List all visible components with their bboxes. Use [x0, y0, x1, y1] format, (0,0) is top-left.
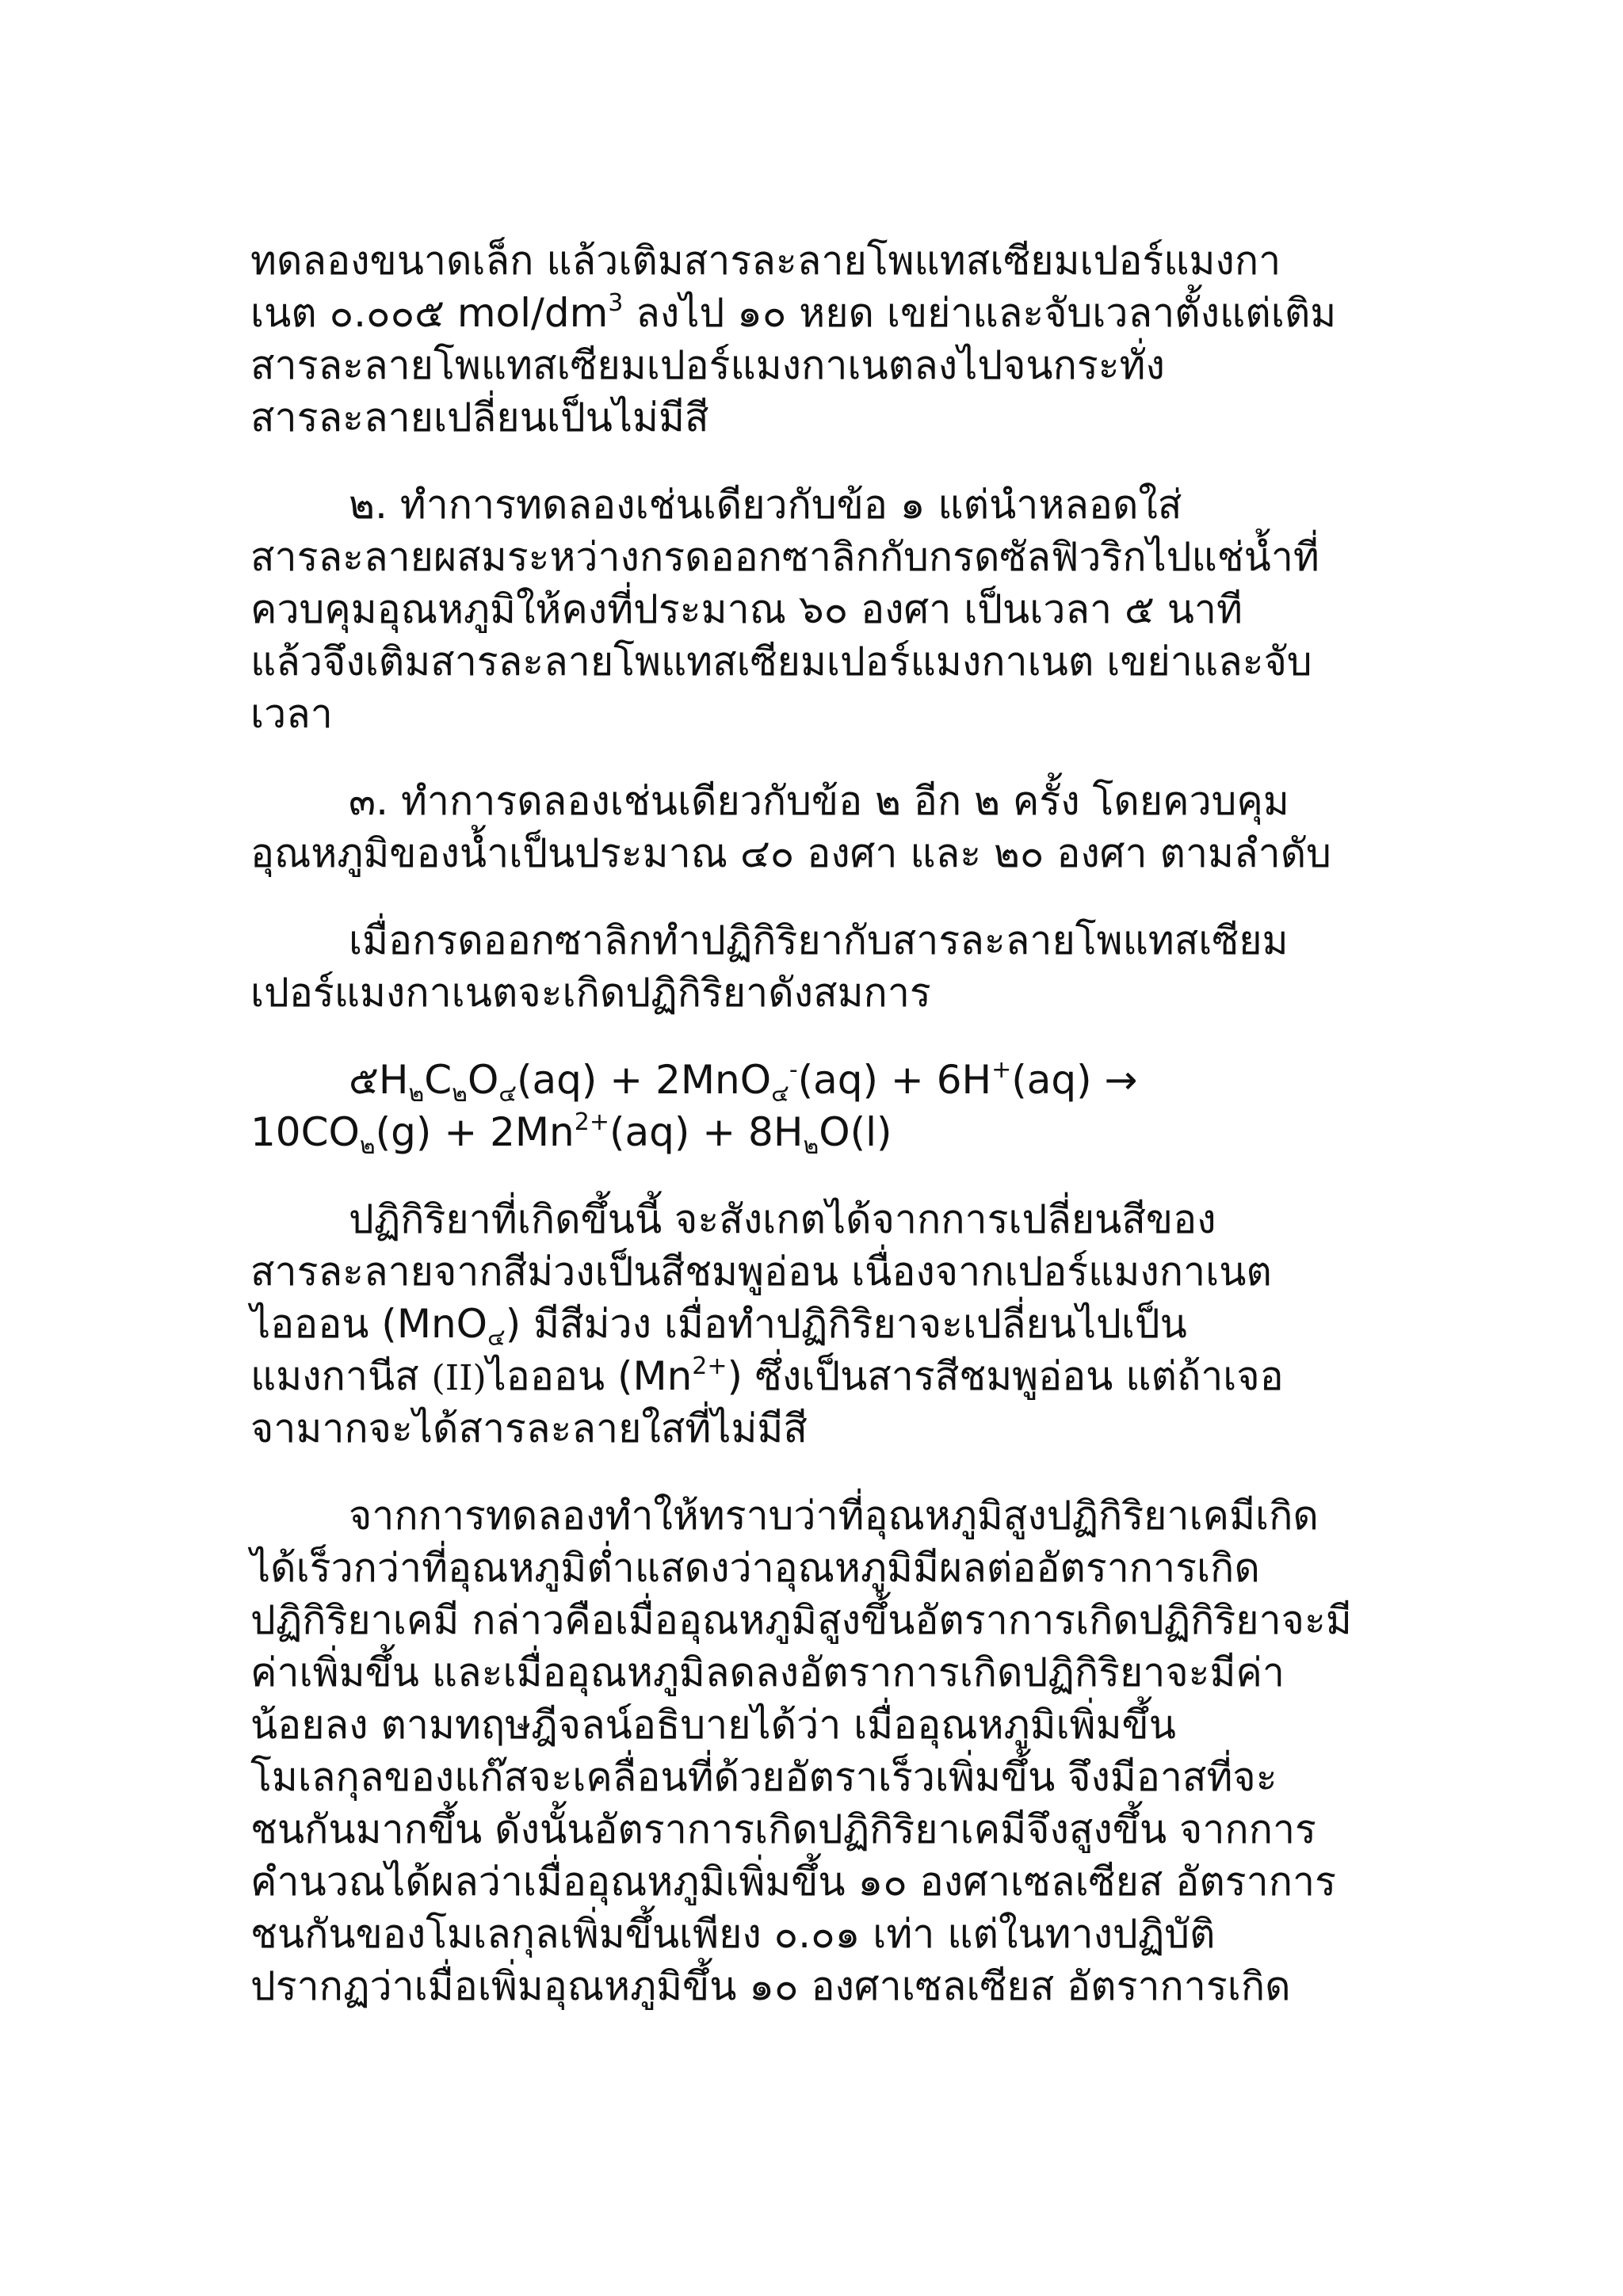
text-line: ได้เร็วกว่าที่อุณหภูมิต่ำแสดงว่าอุณหภูมิมีผลต่ออัตราการเกิด	[250, 1545, 1260, 1591]
text-span: ) ซึ่งเป็นสารสีชมพูอ่อน แต่ถ้าเจอ	[727, 1353, 1284, 1399]
subscript: ๒	[803, 1132, 819, 1160]
text-line: ปฏิกิริยาที่เกิดขึ้นนี้ จะสังเกตได้จากการเปลี่ยนสีของ	[349, 1196, 1216, 1242]
superscript: +	[991, 1056, 1012, 1084]
text-line: เปอร์แมงกาเนตจะเกิดปฏิกิริยาดังสมการ	[250, 970, 931, 1016]
text-line: ๒. ทำการทดลองเช่นเดียวกับข้อ ๑ แต่นำหลอดใส่	[349, 482, 1182, 528]
text-line: เวลา	[250, 691, 333, 737]
eq-term: O	[467, 1057, 499, 1103]
text-span: ไอออน (Mn	[486, 1353, 693, 1399]
text-line: สารละลายผสมระหว่างกรดออกซาลิกกับกรดซัลฟิวริกไปแช่น้ำที่	[250, 534, 1319, 580]
text-line: อุณหภูมิของน้ำเป็นประมาณ ๔๐ องศา และ ๒๐ องศา ตามลำดับ	[250, 830, 1331, 876]
subscript: ๔	[498, 1080, 517, 1108]
text-span: ) มีสีม่วง เมื่อทำปฏิกิริยาจะเปลี่ยนไปเป็น	[505, 1301, 1187, 1347]
eq-term: (aq) + 8H	[609, 1109, 804, 1155]
paragraph-procedure-3	[250, 775, 1392, 879]
text-line: ปฏิกิริยาเคมี กล่าวคือเมื่ออุณหภูมิสูงขึ้นอัตราการเกิดปฏิกิริยาจะมี	[250, 1597, 1352, 1643]
paragraph-conclusion	[250, 1489, 1392, 2012]
paragraph-reaction-intro	[250, 914, 1392, 1019]
text-line	[250, 287, 1392, 339]
text-line: สารละลายโพแทสเซียมเปอร์แมงกาเนตลงไปจนกระทั่ง	[250, 342, 1165, 388]
subscript: ๔	[487, 1324, 506, 1352]
text-line: ชนกันมากขึ้น ดังนั้นอัตราการเกิดปฏิกิริยาเคมีจึงสูงขึ้น จากการ	[250, 1806, 1316, 1852]
eq-term: O(l)	[819, 1109, 892, 1155]
text-line: สารละลายจากสีม่วงเป็นสีชมพูอ่อน เนื่องจากเปอร์แมงกาเนต	[250, 1249, 1272, 1295]
equation-line-2	[250, 1106, 1392, 1158]
eq-term: 10CO	[250, 1109, 360, 1155]
text-span: ไอออน (MnO	[250, 1301, 487, 1347]
text-line: ทดลองขนาดเล็ก แล้วเติมสารละลายโพแทสเซียมเปอร์แมงกา	[250, 238, 1281, 284]
text-line: ๓. ทำการดลองเช่นเดียวกับข้อ ๒ อีก ๒ ครั้ง โดยควบคุม	[349, 778, 1289, 824]
text-line	[250, 1350, 1392, 1402]
superscript: 2+	[574, 1108, 609, 1136]
text-line	[250, 1298, 1392, 1350]
paragraph-observation	[250, 1193, 1392, 1455]
text-line: เมื่อกรดออกซาลิกทำปฏิกิริยากับสารละลายโพแทสเซียม	[349, 917, 1289, 963]
text-line: ชนกันของโมเลกุลเพิ่มขึ้นเพียง ๐.๐๑ เท่า แต่ในทางปฏิบัติ	[250, 1911, 1216, 1957]
text-span: เนต ๐.๐๐๕ mol/dm	[250, 290, 609, 336]
superscript: 3	[608, 289, 624, 317]
subscript: ๒	[359, 1132, 376, 1160]
eq-term: C	[424, 1057, 453, 1103]
text-line: จากการทดลองทำให้ทราบว่าที่อุณหภูมิสูงปฏิกิริยาเคมีเกิด	[349, 1493, 1319, 1539]
text-line: จามากจะได้สารละลายใสที่ไม่มีสี	[250, 1405, 808, 1451]
paragraph-procedure-1	[250, 235, 1392, 444]
document-page	[250, 235, 1392, 2047]
text-line: สารละลายเปลี่ยนเป็นไม่มีสี	[250, 395, 709, 441]
equation-line-1	[250, 1054, 1392, 1106]
superscript: 2+	[692, 1352, 727, 1380]
eq-term: (aq) + 6H	[797, 1057, 992, 1103]
text-line: คำนวณได้ผลว่าเมื่ออุณหภูมิเพิ่มขึ้น ๑๐ องศาเซลเซียส อัตราการ	[250, 1859, 1336, 1905]
subscript: ๒	[452, 1080, 468, 1108]
text-line: แล้วจึงเติมสารละลายโพแทสเซียมเปอร์แมงกาเนต เขย่าและจับ	[250, 639, 1312, 685]
text-span: ลงไป ๑๐ หยด เขย่าและจับเวลาตั้งแต่เติม	[623, 290, 1337, 336]
eq-term: ๕H	[349, 1057, 409, 1103]
eq-term: (aq) →	[1011, 1057, 1138, 1103]
subscript: ๔	[771, 1080, 789, 1108]
chemical-equation	[250, 1054, 1392, 1158]
text-span: แมงกานีส	[250, 1353, 432, 1399]
roman-numeral: (II)	[431, 1358, 487, 1398]
text-line: ปรากฏว่าเมื่อเพิ่มอุณหภูมิขึ้น ๑๐ องศาเซลเซียส อัตราการเกิด	[250, 1963, 1291, 2009]
text-line: โมเลกุลของแก๊สจะเคลื่อนที่ด้วยอัตราเร็วเพิ่มขึ้น จึงมีอาสที่จะ	[250, 1754, 1277, 1800]
eq-term: (aq) + 2MnO	[517, 1057, 772, 1103]
superscript: -	[789, 1056, 798, 1084]
text-line: ควบคุมอุณหภูมิให้คงที่ประมาณ ๖๐ องศา เป็นเวลา ๕ นาที	[250, 586, 1243, 632]
paragraph-procedure-2	[250, 479, 1392, 740]
text-line: ค่าเพิ่มขึ้น และเมื่ออุณหภูมิลดลงอัตราการเกิดปฏิกิริยาจะมีค่า	[250, 1650, 1285, 1695]
text-line: น้อยลง ตามทฤษฎีจลน์อธิบายได้ว่า เมื่ออุณหภูมิเพิ่มขึ้น	[250, 1702, 1176, 1748]
eq-term: (g) + 2Mn	[375, 1109, 575, 1155]
subscript: ๒	[408, 1080, 425, 1108]
